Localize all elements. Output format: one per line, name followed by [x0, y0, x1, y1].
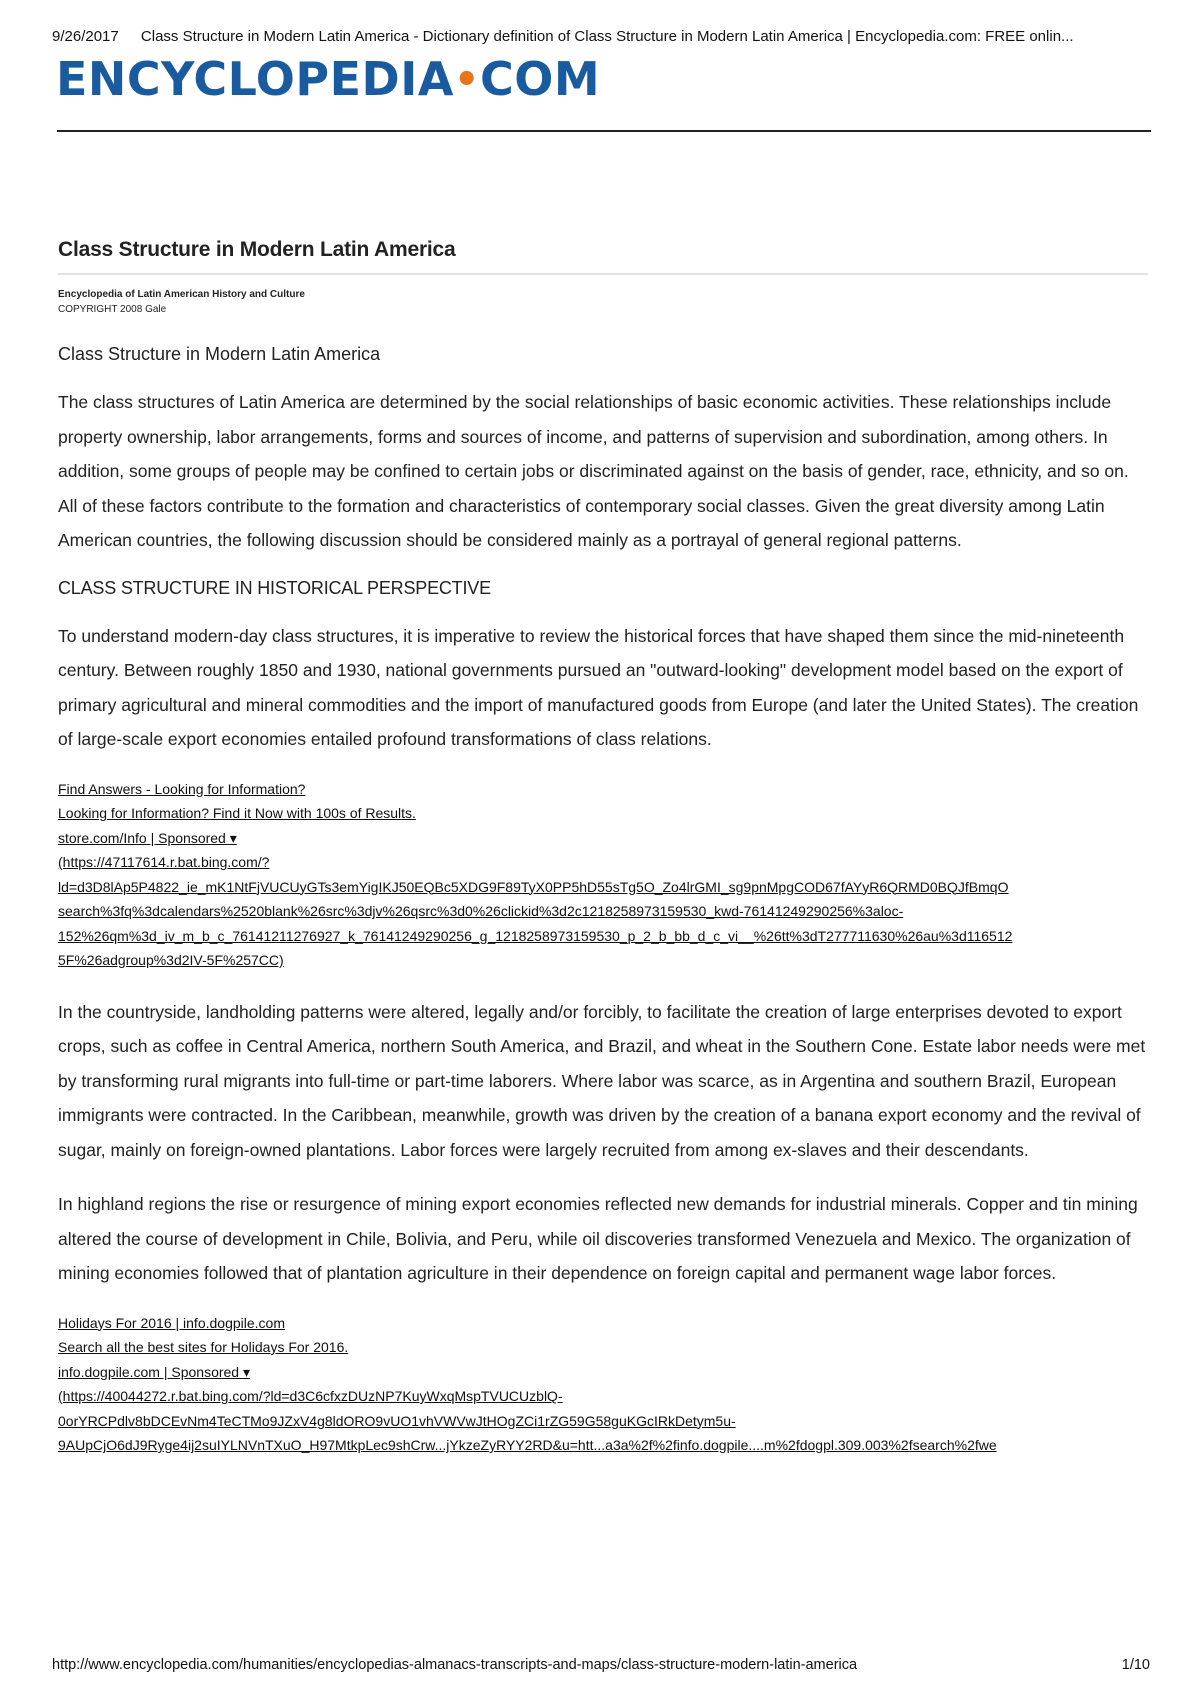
ad-description-link[interactable]: Looking for Information? Find it Now with 100s of Results.	[58, 805, 416, 821]
print-header	[52, 28, 1152, 45]
page-url: http://www.encyclopedia.com/humanities/encyclopedias-almanacs-transcripts-and-maps/class-structure-modern-latin-america	[52, 1657, 858, 1673]
ad-url-line[interactable]: 5F%26adgroup%3d2IV-5F%257CC)	[58, 952, 284, 968]
sponsored-ad-1	[58, 777, 1148, 973]
ad-description-link[interactable]: Search all the best sites for Holidays For 2016.	[58, 1339, 349, 1355]
copyright-line: COPYRIGHT 2008 Gale	[58, 304, 167, 315]
body-paragraph-3: In highland regions the rise or resurgence of mining export economies reflected new demands for industrial minerals. Copper and tin mining altered the course of development in Chile, Bolivia, and Peru, while oil discoveries transformed Venezuela and Mexico. The organization of mining economies followed that of plantation agriculture in their dependence on foreign capital and permanent wage labor forces.	[58, 1194, 1138, 1283]
ad-url-line[interactable]: 152%26qm%3d_iv_m_b_c_76141211276927_k_76141249290256_g_1218258973159530_p_2_b_bb_d_c_vi__%26tt%3dT277711630%26au%3d116512	[58, 927, 1013, 944]
ad-url-line[interactable]: 0orYRCPdlv8bDCEvNm4TeCTMo9JZxV4g8ldORO9vUO1vhVWVwJtHOgZCi1rZG59G58guKGcIRkDetym5u-	[58, 1412, 736, 1429]
logo-text-right: COM	[480, 52, 601, 106]
ad-sponsor-link[interactable]: info.dogpile.com | Sponsored ▾	[58, 1363, 251, 1380]
body-paragraph-1: To understand modern-day class structures, it is imperative to review the historical forces that have shaped them since the mid-nineteenth century. Between roughly 1850 and 1930, national governments pursued an "outward-looking" development model based on the export of primary agricultural and mineral commodities and the import of manufactured goods from Europe (and later the United States). The creation of large-scale export economies entailed profound transformations of class relations.	[58, 625, 1139, 749]
encyclopedia-logo[interactable]	[56, 52, 601, 106]
ad-url-line[interactable]: ld=d3D8lAp5P4822_ie_mK1NtFjVUCUyGTs3emYigIKJ50EQBc5XDG9F89TyX0PP5hD55sTg5O_Zo4lrGMI_sg9pnMpgCOD67fAYyR6QRMD0BQJfBmqO	[58, 878, 1009, 895]
article-title: Class Structure in Modern Latin America	[58, 238, 456, 261]
source-name: Encyclopedia of Latin American History and Culture	[58, 289, 305, 300]
ad-title-link[interactable]: Find Answers - Looking for Information?	[58, 780, 306, 797]
article-subtitle: Class Structure in Modern Latin America	[58, 344, 381, 364]
article-main	[58, 238, 1148, 1458]
ad-sponsor-link[interactable]: store.com/Info | Sponsored ▾	[58, 829, 237, 846]
ad-url-line[interactable]: (https://40044272.r.bat.bing.com/?ld=d3C6cfxzDUzNP7KuyWxqMspTVUCUzblQ-	[58, 1388, 563, 1404]
sponsored-ad-2	[58, 1311, 1148, 1458]
logo-text-left: ENCYCLOPEDIA	[56, 52, 454, 106]
article-meta	[58, 287, 1148, 317]
ad-url-line[interactable]: search%3fq%3dcalendars%2520blank%26src%3djv%26qsrc%3d0%26clickid%3d2c1218258973159530_kwd-76141249290256%3aloc-	[58, 903, 904, 919]
ad-title-link[interactable]: Holidays For 2016 | info.dogpile.com	[58, 1314, 285, 1331]
header-divider	[57, 130, 1151, 132]
print-footer	[52, 1657, 1150, 1673]
section-heading: CLASS STRUCTURE IN HISTORICAL PERSPECTIVE	[58, 577, 491, 598]
ad-url-line[interactable]: (https://47117614.r.bat.bing.com/?	[58, 854, 270, 870]
title-divider	[58, 273, 1148, 275]
print-page-title: Class Structure in Modern Latin America - Dictionary definition of Class Structure in Modern Latin America | Encyclopedia.com: FREE onlin...	[140, 28, 1074, 45]
logo-dot: •	[453, 57, 480, 103]
print-date: 9/26/2017	[52, 28, 119, 45]
intro-paragraph: The class structures of Latin America are determined by the social relationships of basic economic activities. These relationships include property ownership, labor arrangements, forms and sources of income, and patterns of supervision and subordination, among others. In addition, some groups of people may be confined to certain jobs or discriminated against on the basis of gender, race, ethnicity, and so on. All of these factors contribute to the formation and characteristics of contemporary social classes. Given the great diversity among Latin American countries, the following discussion should be considered mainly as a portrayal of general regional patterns.	[58, 392, 1129, 550]
body-paragraph-2: In the countryside, landholding patterns were altered, legally and/or forcibly, to facilitate the creation of large enterprises devoted to export crops, such as coffee in Central America, northern South America, and Brazil, and wheat in the Southern Cone. Estate labor needs were met by transforming rural migrants into full-time or part-time laborers. Where labor was scarce, as in Argentina and southern Brazil, European immigrants were contracted. In the Caribbean, meanwhile, growth was driven by the creation of a banana export economy and the revival of sugar, mainly on foreign-owned plantations. Labor forces were largely recruited from among ex-slaves and their descendants.	[58, 1001, 1146, 1160]
page-number: 1/10	[1121, 1657, 1150, 1673]
ad-url-line[interactable]: 9AUpCjO6dJ9Ryge4ij2suIYLNVnTXuO_H97MtkpLec9shCrw...jYkzeZyRYY2RD&u=htt...a3a%2f%2finfo.dogpile....m%2fdogpl.309.003%2fsearch%2fwe	[58, 1437, 997, 1453]
